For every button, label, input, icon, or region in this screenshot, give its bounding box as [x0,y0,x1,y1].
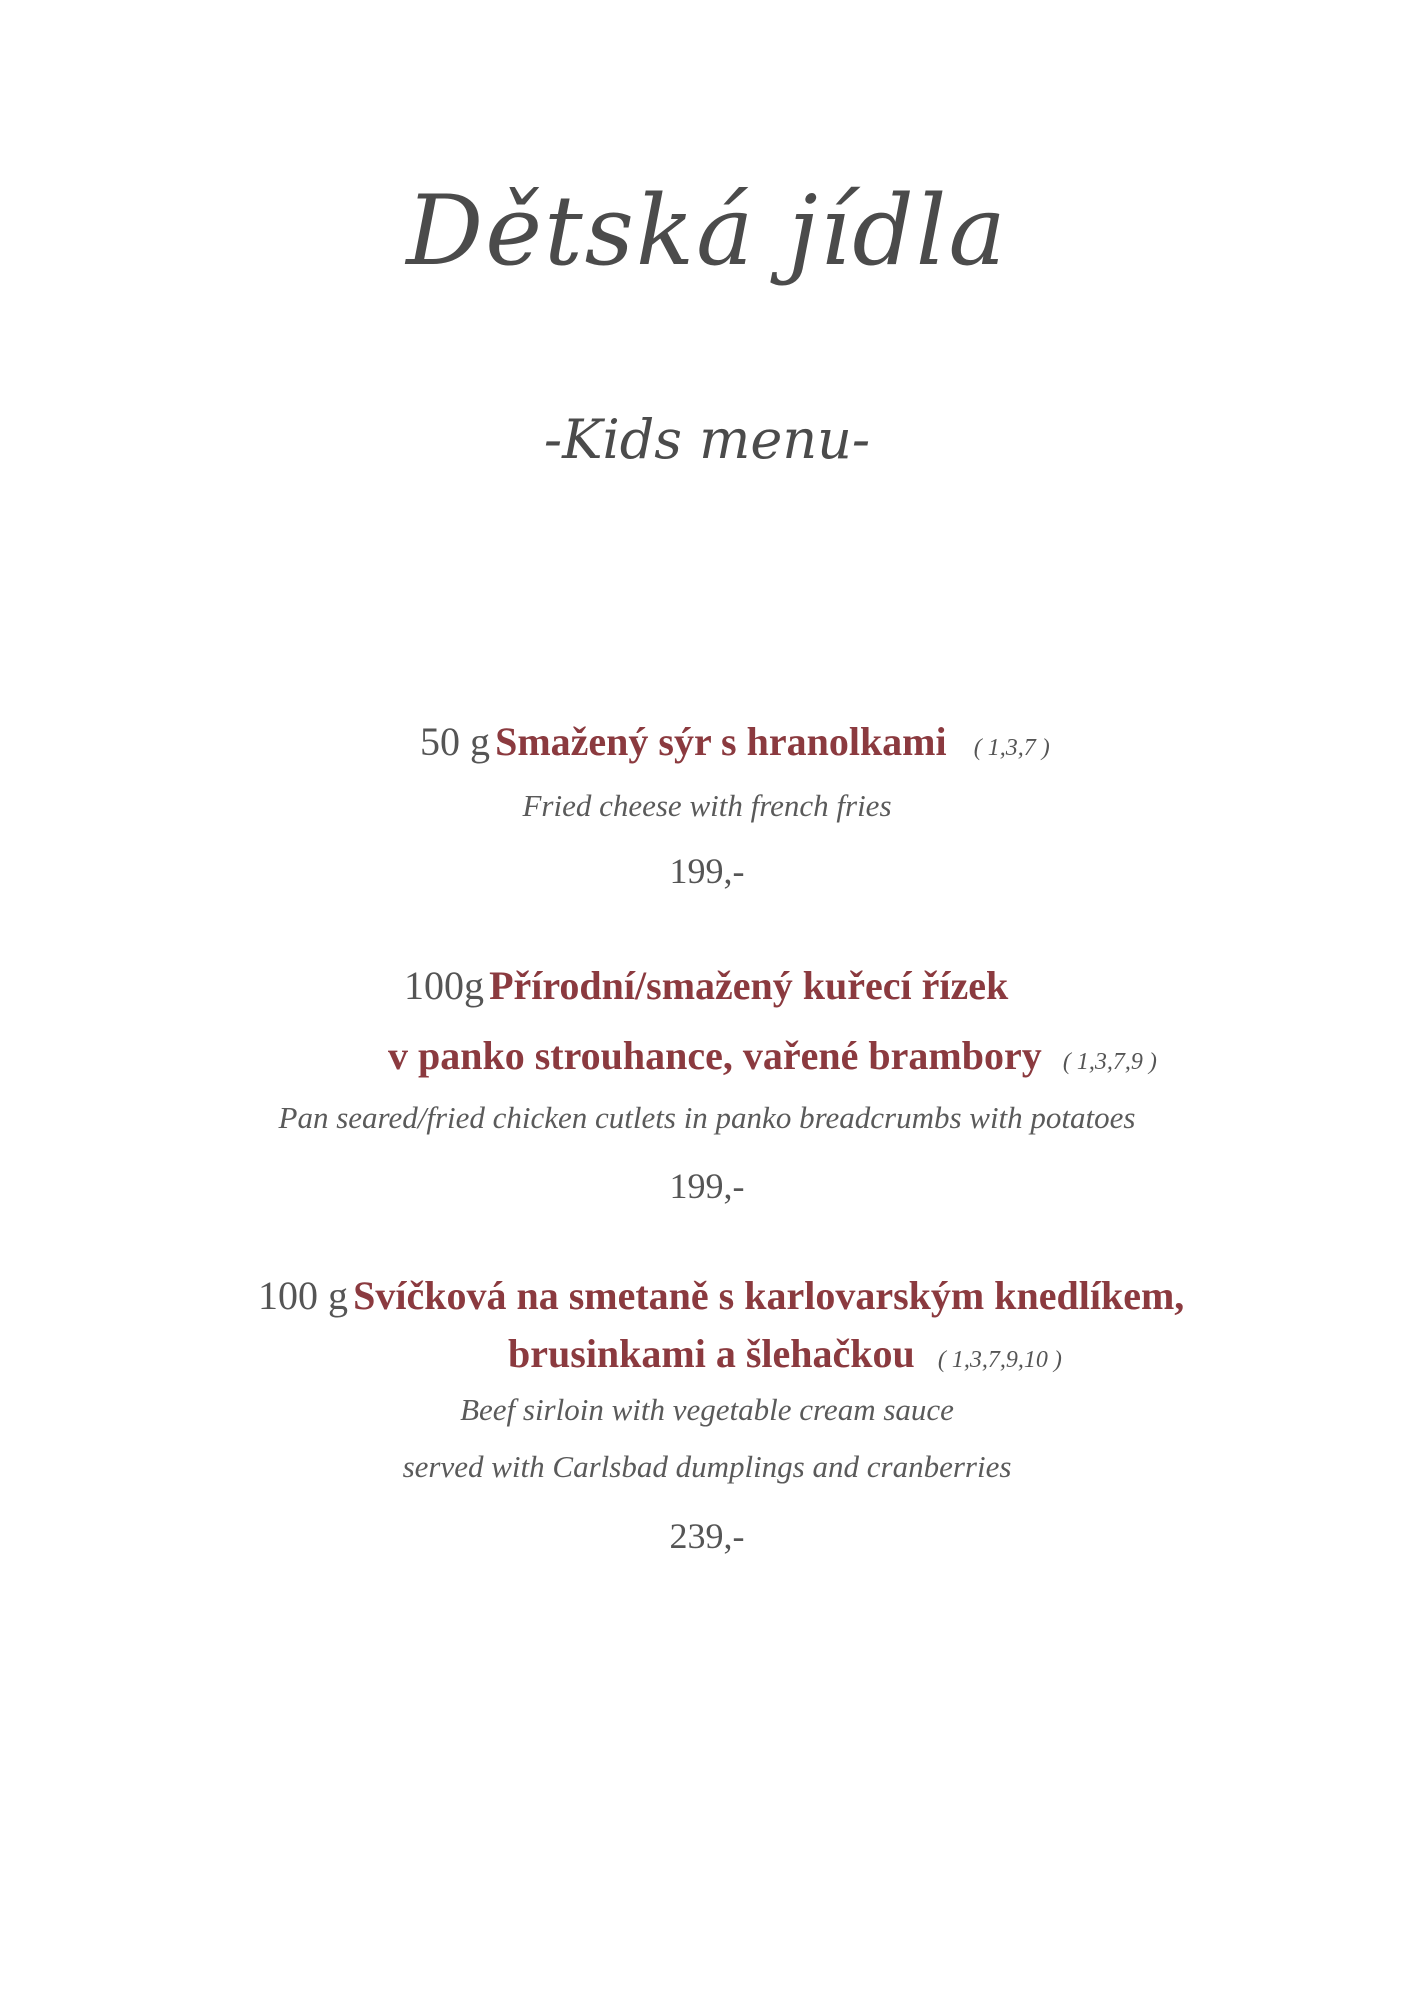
menu-subtitle: -Kids menu- [543,408,871,471]
item-description: Beef sirloin with vegetable cream sauce [460,1392,954,1427]
item-name: Svíčková na smetaně s karlovarským knedlíkem, [353,1273,1185,1318]
menu-item-name-line [420,718,1050,765]
item-description: Fried cheese with french fries [522,788,892,823]
menu-item-name-line [388,1032,1157,1079]
item-price: 239,- [669,1516,745,1556]
item-allergens: ( 1,3,7,9 ) [1062,1049,1157,1075]
item-price: 199,- [669,851,745,891]
menu-item-name-line [404,962,1008,1009]
item-allergens: ( 1,3,7 ) [973,735,1050,761]
menu-title: Dětská jídla [406,175,1008,287]
item-name-continued: brusinkami a šlehačkou [508,1331,915,1376]
item-name: Přírodní/smažený kuřecí řízek [489,963,1009,1008]
item-allergens: ( 1,3,7,9,10 ) [937,1347,1062,1373]
item-description-continued: served with Carlsbad dumplings and cranberries [402,1449,1012,1484]
menu-item-name-line [258,1272,1184,1319]
menu-item-name-line [508,1330,1062,1377]
item-price: 199,- [669,1166,745,1206]
item-weight: 100g [404,963,484,1008]
item-name-continued: v panko strouhance, vařené brambory [388,1033,1042,1078]
item-name: Smažený sýr s hranolkami [495,719,947,764]
item-weight: 50 g [420,719,490,764]
item-description: Pan seared/fried chicken cutlets in panko breadcrumbs with potatoes [278,1100,1136,1135]
item-weight: 100 g [258,1273,348,1318]
